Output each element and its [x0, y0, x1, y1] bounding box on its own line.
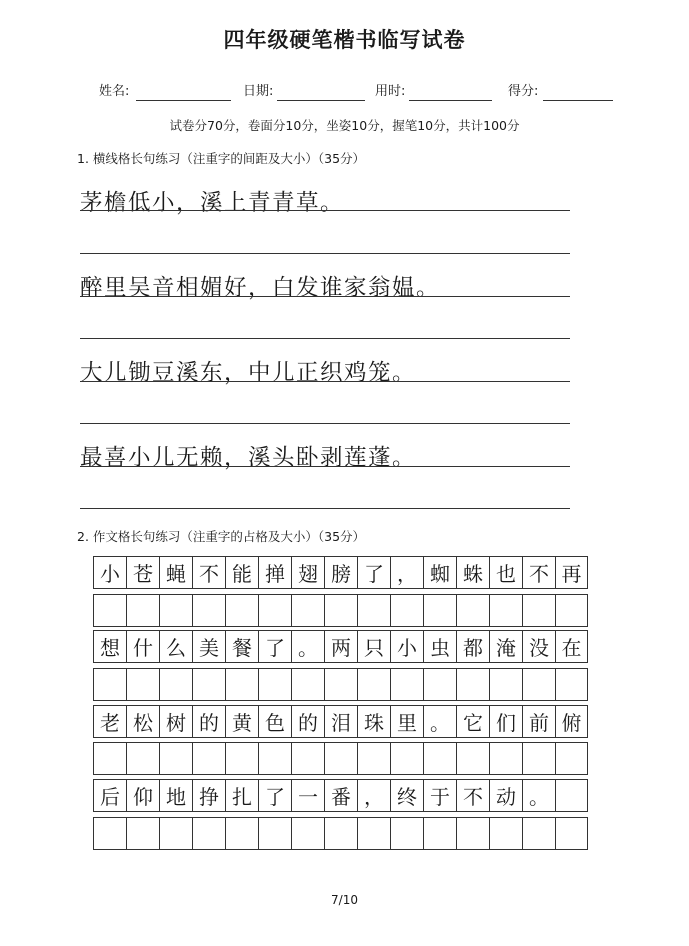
practice-cell[interactable] — [522, 594, 555, 627]
writing-rule — [80, 210, 570, 211]
practice-cell[interactable] — [93, 742, 126, 775]
model-char-cell: 能 — [225, 556, 258, 589]
model-char-cell: 在 — [555, 630, 588, 663]
practice-cell[interactable] — [423, 817, 456, 850]
page-title: 四年级硬笔楷书临写试卷 — [223, 28, 466, 52]
model-char-cell: 想 — [93, 630, 126, 663]
model-char-cell: 黄 — [225, 705, 258, 738]
practice-cell[interactable] — [456, 817, 489, 850]
practice-cell[interactable] — [225, 668, 258, 701]
practice-cell[interactable] — [324, 817, 357, 850]
model-char-cell: 老 — [93, 705, 126, 738]
practice-grid-row — [93, 668, 588, 701]
model-grid-row — [93, 779, 588, 812]
practice-cell[interactable] — [93, 817, 126, 850]
model-char-cell: ， — [357, 779, 390, 812]
model-char-cell: 餐 — [225, 630, 258, 663]
model-grid-row — [93, 556, 588, 589]
section1-heading: 1. 横线格长句练习（注重字的间距及大小）（35分） — [77, 151, 366, 166]
model-char-cell: 。 — [522, 779, 555, 812]
model-char-cell: 虫 — [423, 630, 456, 663]
practice-cell[interactable] — [390, 668, 423, 701]
model-char-cell: 苍 — [126, 556, 159, 589]
model-char-cell: 小 — [93, 556, 126, 589]
practice-cell[interactable] — [291, 594, 324, 627]
model-char-cell: 。 — [423, 705, 456, 738]
practice-cell[interactable] — [555, 668, 588, 701]
practice-cell[interactable] — [555, 817, 588, 850]
practice-cell[interactable] — [126, 742, 159, 775]
practice-cell[interactable] — [357, 817, 390, 850]
model-char-cell: 翅 — [291, 556, 324, 589]
practice-cell[interactable] — [225, 742, 258, 775]
practice-cell[interactable] — [423, 742, 456, 775]
writing-rule[interactable] — [80, 508, 570, 509]
practice-cell[interactable] — [225, 594, 258, 627]
writing-rule[interactable] — [80, 423, 570, 424]
model-char-cell — [555, 779, 588, 812]
time-blank[interactable] — [409, 100, 492, 101]
model-char-cell: 终 — [390, 779, 423, 812]
practice-cell[interactable] — [555, 742, 588, 775]
practice-grid-row — [93, 742, 588, 775]
model-sentence-4: 最喜小儿无赖，溪头卧剥莲蓬。 — [80, 445, 417, 471]
model-char-cell: 再 — [555, 556, 588, 589]
practice-cell[interactable] — [324, 668, 357, 701]
model-char-cell: 番 — [324, 779, 357, 812]
model-char-cell: 不 — [456, 779, 489, 812]
practice-cell[interactable] — [159, 668, 192, 701]
practice-cell[interactable] — [291, 668, 324, 701]
model-sentence-2: 醉里吴音相媚好，白发谁家翁媪。 — [80, 275, 441, 301]
model-sentence-3: 大儿锄豆溪东，中儿正织鸡笼。 — [80, 360, 417, 386]
practice-cell[interactable] — [423, 668, 456, 701]
practice-cell[interactable] — [324, 594, 357, 627]
model-char-cell: 了 — [258, 630, 291, 663]
practice-cell[interactable] — [489, 817, 522, 850]
name-label: 姓名: — [99, 84, 130, 99]
practice-cell[interactable] — [522, 817, 555, 850]
model-char-cell: 于 — [423, 779, 456, 812]
practice-cell[interactable] — [456, 742, 489, 775]
model-char-cell: 蝇 — [159, 556, 192, 589]
model-char-cell: 美 — [192, 630, 225, 663]
model-char-cell: 蛛 — [456, 556, 489, 589]
writing-rule — [80, 466, 570, 467]
model-char-cell: 淹 — [489, 630, 522, 663]
practice-cell[interactable] — [357, 742, 390, 775]
practice-cell[interactable] — [291, 742, 324, 775]
model-char-cell: 珠 — [357, 705, 390, 738]
practice-cell[interactable] — [258, 668, 291, 701]
model-grid-row — [93, 630, 588, 663]
model-char-cell: 么 — [159, 630, 192, 663]
practice-cell[interactable] — [225, 817, 258, 850]
model-char-cell: 树 — [159, 705, 192, 738]
name-blank[interactable] — [136, 100, 231, 101]
practice-cell[interactable] — [390, 594, 423, 627]
writing-rule[interactable] — [80, 338, 570, 339]
model-char-cell: 仰 — [126, 779, 159, 812]
practice-cell[interactable] — [126, 817, 159, 850]
practice-cell[interactable] — [126, 668, 159, 701]
practice-cell[interactable] — [522, 742, 555, 775]
model-char-cell: 俯 — [555, 705, 588, 738]
model-char-cell: 不 — [522, 556, 555, 589]
model-char-cell: 前 — [522, 705, 555, 738]
model-char-cell: 掸 — [258, 556, 291, 589]
model-char-cell: 扎 — [225, 779, 258, 812]
time-label: 用时: — [375, 84, 406, 99]
model-char-cell: 膀 — [324, 556, 357, 589]
model-char-cell: 了 — [258, 779, 291, 812]
model-char-cell: 没 — [522, 630, 555, 663]
model-sentence-1: 茅檐低小，溪上青青草。 — [80, 190, 345, 216]
writing-rule — [80, 296, 570, 297]
practice-cell[interactable] — [258, 742, 291, 775]
model-char-cell: 挣 — [192, 779, 225, 812]
practice-cell[interactable] — [390, 742, 423, 775]
practice-cell[interactable] — [93, 594, 126, 627]
practice-cell[interactable] — [357, 594, 390, 627]
model-char-cell: 动 — [489, 779, 522, 812]
practice-cell[interactable] — [159, 594, 192, 627]
practice-cell[interactable] — [357, 668, 390, 701]
practice-cell[interactable] — [489, 742, 522, 775]
practice-cell[interactable] — [456, 594, 489, 627]
writing-rule[interactable] — [80, 253, 570, 254]
writing-rule — [80, 381, 570, 382]
model-char-cell: 它 — [456, 705, 489, 738]
model-char-cell: 小 — [390, 630, 423, 663]
practice-cell[interactable] — [390, 817, 423, 850]
practice-cell[interactable] — [291, 817, 324, 850]
model-char-cell: 。 — [291, 630, 324, 663]
practice-cell[interactable] — [159, 817, 192, 850]
model-char-cell: 泪 — [324, 705, 357, 738]
model-grid-row — [93, 705, 588, 738]
model-char-cell: 地 — [159, 779, 192, 812]
model-char-cell: 们 — [489, 705, 522, 738]
date-blank[interactable] — [277, 100, 365, 101]
practice-cell[interactable] — [192, 594, 225, 627]
practice-cell[interactable] — [126, 594, 159, 627]
practice-grid-row — [93, 594, 588, 627]
date-label: 日期: — [243, 84, 274, 99]
model-char-cell: 蜘 — [423, 556, 456, 589]
practice-cell[interactable] — [159, 742, 192, 775]
practice-grid-row — [93, 817, 588, 850]
model-char-cell: 也 — [489, 556, 522, 589]
model-char-cell: 只 — [357, 630, 390, 663]
score-label: 得分: — [508, 84, 539, 99]
practice-cell[interactable] — [522, 668, 555, 701]
practice-cell[interactable] — [192, 817, 225, 850]
practice-cell[interactable] — [192, 668, 225, 701]
model-char-cell: 不 — [192, 556, 225, 589]
model-char-cell: 里 — [390, 705, 423, 738]
practice-cell[interactable] — [258, 817, 291, 850]
model-char-cell: 的 — [291, 705, 324, 738]
model-char-cell: 了 — [357, 556, 390, 589]
practice-cell[interactable] — [489, 668, 522, 701]
model-char-cell: ， — [390, 556, 423, 589]
section2-heading: 2. 作文格长句练习（注重字的占格及大小）（35分） — [77, 529, 366, 544]
model-char-cell: 的 — [192, 705, 225, 738]
practice-cell[interactable] — [324, 742, 357, 775]
model-char-cell: 两 — [324, 630, 357, 663]
practice-cell[interactable] — [423, 594, 456, 627]
model-char-cell: 一 — [291, 779, 324, 812]
practice-cell[interactable] — [489, 594, 522, 627]
page-number: 7/10 — [331, 893, 358, 907]
model-char-cell: 什 — [126, 630, 159, 663]
practice-cell[interactable] — [192, 742, 225, 775]
practice-cell[interactable] — [555, 594, 588, 627]
model-char-cell: 都 — [456, 630, 489, 663]
score-blank[interactable] — [543, 100, 613, 101]
practice-cell[interactable] — [258, 594, 291, 627]
practice-cell[interactable] — [456, 668, 489, 701]
model-char-cell: 松 — [126, 705, 159, 738]
practice-cell[interactable] — [93, 668, 126, 701]
model-char-cell: 后 — [93, 779, 126, 812]
model-char-cell: 色 — [258, 705, 291, 738]
score-breakdown: 试卷分70分，卷面分10分，坐姿10分，握笔10分，共计100分 — [169, 118, 520, 133]
